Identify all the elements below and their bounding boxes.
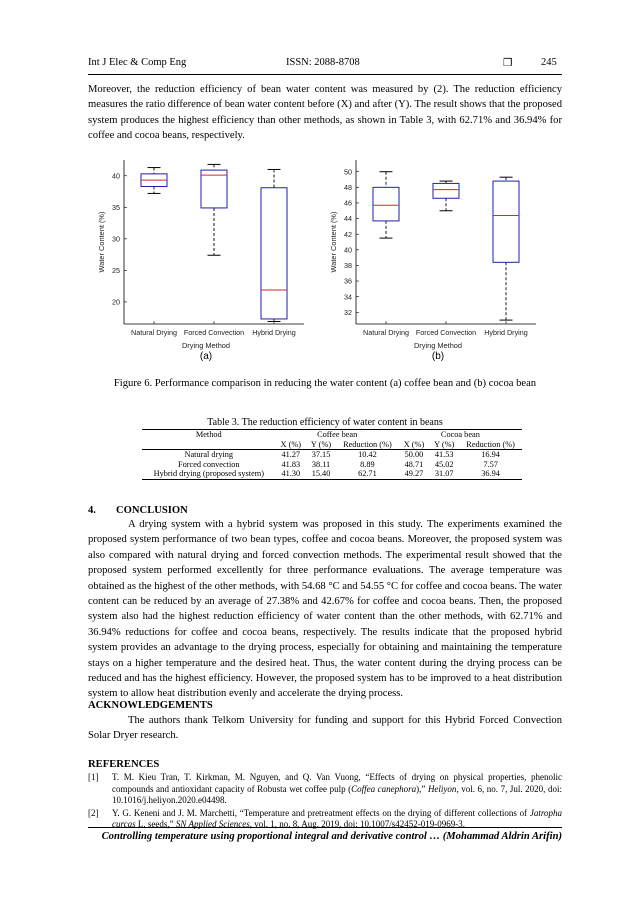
table-cell: 45.02	[434, 459, 454, 469]
box-2	[433, 181, 459, 211]
y-axis-label: Water Content (%)	[97, 211, 106, 273]
y-tick-label: 48	[344, 182, 352, 192]
box-3	[493, 177, 519, 320]
x-tick-label: Natural Drying	[131, 328, 177, 337]
table-cell: 48.71	[404, 459, 424, 469]
table-row	[142, 450, 522, 460]
table-cell: 50.00	[404, 450, 424, 460]
box-1	[141, 168, 167, 194]
x-tick-label: Hybrid Drying	[484, 328, 528, 337]
table-cell: 16.94	[481, 450, 500, 460]
y-tick-label: 30	[112, 234, 120, 244]
table-cell: 31.07	[434, 469, 454, 479]
table-row	[142, 469, 522, 479]
y-tick-label: 32	[344, 307, 352, 317]
y-tick-label: 36	[344, 276, 352, 286]
y-tick-label: 20	[112, 297, 120, 307]
y-tick-label: 34	[344, 292, 352, 302]
box-2	[201, 164, 227, 255]
table-title: Table 3. The reduction efficiency of water content in beans	[207, 417, 443, 428]
reference-item: [2] Y. G. Keneni and J. M. Marchetti, “Temperature and pretreatment effects on the drying of different collections of Jatropha curcas L. seeds,” SN Applied Sciences, vol. 1, no. 8, Aug. 2019, doi: 10.1007/s42452-019-0969-3.	[88, 807, 562, 830]
reference-list	[88, 772, 562, 831]
table-header-coffee: Coffee bean	[317, 430, 358, 439]
table-header-cocoa: Cocoa bean	[440, 430, 480, 439]
running-footer: Controlling temperature using proportional integral and derivative control … (Mohammad Aldrin Arifin)	[101, 831, 562, 842]
panel-label: (a)	[199, 351, 213, 362]
y-tick-label: 35	[112, 202, 120, 212]
intro-paragraph: Moreover, the reduction efficiency of bean water content was measured by (2). The reduction efficiency measures the ratio difference of bean water content before (X) and after (Y). The result shows that the proposed system produces the highest efficiency than other methods, as shown in Table 3, with 62.71% and 36.94% for coffee and cocoa beans, respectively.	[88, 84, 562, 142]
figure-6	[88, 152, 562, 374]
y-tick-label: 42	[344, 229, 352, 239]
x-tick-label: Natural Drying	[363, 328, 409, 337]
y-tick-label: 25	[112, 265, 120, 275]
box-body	[261, 188, 287, 319]
table-cell: 15.40	[311, 469, 331, 479]
box-body	[373, 187, 399, 221]
chart-a	[97, 160, 304, 362]
table-cell: 49.27	[404, 469, 424, 479]
box-1	[373, 172, 399, 238]
header-rule	[88, 74, 562, 75]
table-cell: 8.89	[360, 459, 375, 469]
figure-caption: Figure 6. Performance comparison in reducing the water content (a) coffee bean and (b) cocoa bean	[113, 378, 537, 389]
table-cell: 41.30	[281, 469, 301, 479]
conclusion-paragraph: A drying system with a hybrid system was proposed in this study. The experiments examined the proposed system performance of two bean types, coffee and cocoa beans. Moreover, the proposed system was also compared with natural drying and forced convection methods. The experimental result showed that the proposed system performed excellently for three performance evaluations. The average temperature was obtained as the highest of the other methods, with 54.68 °C and 54.55 °C for coffee and cocoa beans. The water content can be reduced by an average of 27.38% and 42.67% for coffee and cocoa beans. Then, the proposed system also had the highest reduction efficiency of water content than the other methods, with 62.71% and 36.94% reductions for coffee and cocoa beans, respectively. The results indicate that the proposed hybrid system provides an advantage to the drying process, especially for obtaining and maintaining the temperature stays on a higher temperature and the desired heat. Thus, the water content during the drying process can be reduced and has the highest efficiency. However, the proposed system has to be improved to a heat distribution system to allow heat distribution evenly and accelerate the drying process.	[88, 519, 562, 700]
table-subheader: X (%)	[280, 439, 302, 449]
page-number: 245	[541, 57, 557, 68]
box-icon: ❒	[503, 58, 513, 69]
journal-name: Int J Elec & Comp Eng	[88, 57, 187, 68]
running-header	[88, 57, 562, 73]
table-cell: 37.15	[311, 450, 331, 460]
box-body	[433, 183, 459, 198]
conclusion-heading	[88, 505, 562, 516]
box-body	[493, 181, 519, 262]
reference-item: [1] T. M. Kieu Tran, T. Kirkman, M. Nguyen, and Q. Van Vuong, “Effects of drying on physical properties, phenolic compounds and antioxidant capacity of Robusta wet coffee pulp (Coffea canephora),” Heliyon, vol. 6, no. 7, Jul. 2020, doi: 10.1016/j.heliyon.2020.e04498.	[88, 772, 562, 806]
x-tick-label: Forced Convection	[183, 328, 245, 337]
table-3	[142, 429, 522, 480]
table-cell: 41.83	[281, 459, 301, 469]
y-axis-label: Water Content (%)	[329, 211, 338, 273]
footer-rule	[88, 827, 562, 828]
table-subheader: Y (%)	[310, 439, 332, 449]
panel-label: (b)	[431, 351, 445, 362]
table-subheader: Y (%)	[434, 439, 455, 449]
x-tick-label: Hybrid Drying	[252, 328, 296, 337]
table-cell: 41.27	[281, 450, 301, 460]
y-tick-label: 44	[344, 214, 352, 224]
x-axis-label: Drying Method	[413, 341, 463, 350]
table-subheader: Reduction (%)	[466, 439, 515, 449]
y-tick-label: 50	[344, 167, 352, 177]
y-tick-label: 40	[112, 171, 120, 181]
box-body	[201, 170, 227, 208]
y-tick-label: 40	[344, 245, 352, 255]
y-tick-label: 38	[344, 261, 352, 271]
acknowledgements-heading: ACKNOWLEDGEMENTS	[88, 700, 213, 711]
table-header-method: Method	[195, 430, 222, 439]
x-tick-label: Forced Convection	[415, 328, 477, 337]
section-title: CONCLUSION	[116, 505, 188, 516]
references-heading: REFERENCES	[88, 759, 160, 770]
chart-b	[329, 160, 536, 362]
table-cell: 62.71	[358, 469, 377, 479]
section-number: 4.	[88, 505, 96, 516]
table-subheader: Reduction (%)	[343, 439, 392, 449]
table-cell: 38.11	[311, 459, 331, 469]
issn: ISSN: 2088-8708	[286, 57, 360, 68]
y-tick-label: 46	[344, 198, 352, 208]
table-cell: Hybrid drying (proposed system)	[153, 469, 264, 479]
table-cell: 36.94	[481, 469, 500, 479]
acknowledgements-paragraph: The authors thank Telkom University for funding and support for this Hybrid Forced Convection Solar Dryer research.	[88, 715, 562, 742]
table-cell: Forced convection	[178, 459, 240, 469]
table-row	[142, 460, 522, 470]
x-axis-label: Drying Method	[181, 341, 231, 350]
table-cell: Natural drying	[184, 450, 234, 460]
table-cell: 41.53	[434, 450, 454, 460]
table-cell: 10.42	[358, 450, 377, 460]
table-cell: 7.57	[483, 459, 498, 469]
table-subheader: X (%)	[403, 439, 425, 449]
box-3	[261, 169, 287, 321]
